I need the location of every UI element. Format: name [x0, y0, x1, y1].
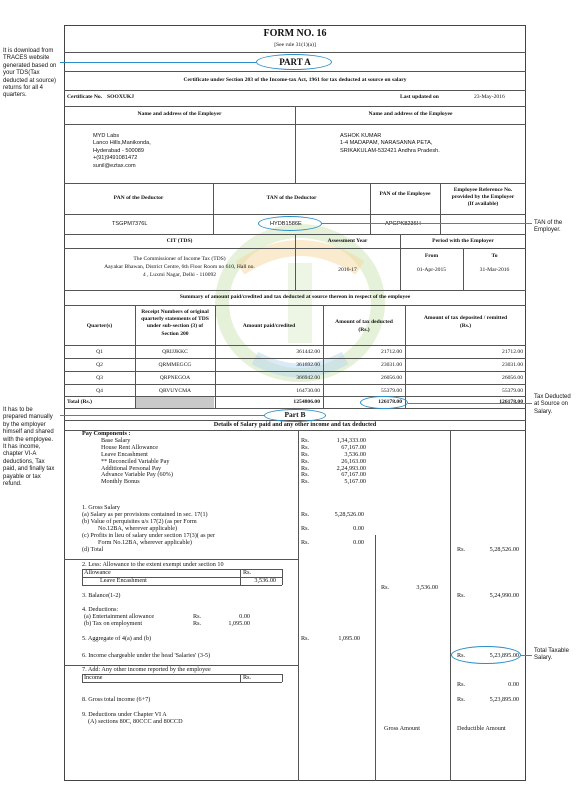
balance-label: 3. Balance(1-2) [82, 592, 121, 599]
aggregate-label: 5. Aggregate of 4(a) and (b) [82, 635, 152, 642]
gross-amount-label: Gross Amount [384, 725, 420, 732]
list-item: Additional Personal Pay Rs. 2,24,993.00 [101, 464, 366, 472]
to-label: To [491, 253, 498, 259]
tan-deductor-label: TAN of the Deductor [266, 195, 317, 201]
highlight-total-tax [360, 396, 408, 409]
cit-label: CIT (TDS) [166, 238, 193, 244]
col-deposited: Amount of tax deposited / remitted (Rs.) [423, 315, 508, 329]
gross-total-income: 8. Gross total income (6+7) [82, 696, 151, 703]
add-other-income: 7. Add: Any other income reported by the employee [82, 666, 211, 673]
arrow-tan [322, 223, 532, 224]
note-traces: It is download from TRACES website generated based on your TDS(Tax deducted at source) returns for all 4 quarters. [3, 48, 57, 99]
highlight-part-b [264, 409, 326, 422]
arrow-part-a [60, 62, 256, 63]
pan-deductor-label: PAN of the Deductor [113, 195, 164, 201]
pan-employee: APGPK8236H [385, 221, 421, 227]
list-item: Advance Variable Pay (60%) Rs. 67,167.00 [101, 471, 366, 479]
list-item: House Rent Allowance Rs. 67,167.00 [101, 443, 366, 451]
cert-no-label: Certificate No. [67, 94, 103, 100]
list-item: Leave Encashment Rs. 3,536.00 [101, 450, 366, 458]
from-label: From [424, 253, 439, 259]
less-allowance: 2. Less: Allowance to the extent exempt under section 10 [82, 561, 224, 568]
last-updated: 23-May-2016 [474, 94, 505, 100]
col-tax: Amount of tax deducted (Rs.) [335, 319, 393, 333]
emp-ref-label: Employee Reference No. provided by the Employer (If available) [451, 187, 515, 207]
col-paid: Amount paid/credited [242, 323, 296, 329]
pay-components [101, 438, 451, 486]
arrow-taxable [521, 655, 532, 656]
employee-address: ASHOK KUMAR 1-4 MADAPAM, NARASANNA PETA, SRIKAKULAM-532421 Andhra Pradesh. [340, 133, 440, 154]
period-label: Period with the Employer [432, 238, 494, 244]
employer-address: MYD Labs Lanco Hills,Manikonda, Hyderabad - 500089 +(91)9491081472 sunil@eztax.com [93, 133, 151, 169]
col-quarter: Quarter(s) [86, 323, 113, 329]
total-label: Total (Rs.) [67, 399, 92, 405]
last-updated-label: Last updated on [400, 94, 439, 100]
ay-label: Assessment Year [327, 238, 368, 244]
part-b-title: Part B [284, 410, 306, 419]
total-taxable-salary: 5,23,895.00 [489, 652, 519, 659]
total-paid: 1254806.00 [293, 399, 320, 405]
period-to: 31-Mar-2016 [479, 267, 510, 273]
certificate-title: Certificate under Section 203 of the Income-tax Act, 1961 for tax deducted at source on salary [183, 77, 407, 83]
note-tan: TAN of the Employer. [534, 220, 563, 234]
total-deposited: 126178.00 [499, 399, 523, 405]
pan-deductor: TSGPM7376L [112, 221, 148, 227]
arrow-part-b [60, 415, 264, 416]
form-title: FORM NO. 16 [263, 28, 327, 39]
total-receipt-blank [136, 397, 214, 408]
deductible-amount-label: Deductible Amount [457, 725, 506, 732]
assessment-year: 2016-17 [338, 267, 357, 273]
period-from: 01-Apr-2015 [416, 267, 447, 273]
gross-salary-label: 1. Gross Salary [82, 504, 120, 511]
income-chargeable-label: 6. Income chargeable under the head 'Salaries' (3-5) [82, 652, 211, 659]
employee-header: Name and address of the Employee [368, 111, 453, 117]
col-receipt: Receipt Numbers of original quarterly statements of TDS under sub-section (3) of Section 200 [141, 309, 209, 337]
tan-deductor: HYDB1586E [270, 221, 302, 227]
note-tds: Tax Deducted at Source on Salary. [534, 394, 571, 415]
employer-header: Name and address of the Employer [137, 111, 222, 117]
list-item: ** Reconciled Variable Pay Rs. 26,163.00 [101, 457, 366, 465]
cert-no: SOOXUKJ [107, 94, 135, 100]
note-part-b: It has to be prepared manually by the employer himself and shared with the employee. It has income, chapter VI-A deductions, Tax paid, and finally tax payable or tax refund. [3, 407, 55, 488]
summary-title: Summary of amount paid/credited and tax deducted at source thereon in respect of the employee [179, 294, 411, 300]
pan-employee-label: PAN of the Employee [379, 191, 431, 197]
highlight-part-a [256, 54, 332, 70]
deductions-via: 9. Deductions under Chapter VI A [82, 711, 167, 718]
arrow-tds [408, 403, 532, 404]
cit-address: The Commissioner of Income Tax (TDS) Aayakar Bhawan, District Centre, 6th Floor Room no 610, Hall no. 4 , Luxmi Nagar, Delhi - 110092 [104, 256, 255, 278]
list-item: Monthly Bonus Rs. 5,167.00 [101, 478, 366, 486]
highlight-tan [258, 216, 322, 231]
total-tax: 126178.00 [378, 399, 402, 405]
list-item: Base Salary Rs. 1,34,333.00 [101, 437, 366, 444]
note-taxable: Total Taxable Salary. [534, 648, 569, 662]
deductions-label: 4. Deductions: [82, 606, 119, 613]
part-a-title: PART A [279, 57, 311, 67]
highlight-taxable-salary [451, 646, 521, 664]
form-rule: [See rule 31(1)(a)] [274, 42, 316, 48]
pay-components-label: Pay Components : [82, 430, 131, 437]
part-b-subtitle: Details of Salary paid and any other income and tax deducted [213, 421, 377, 428]
